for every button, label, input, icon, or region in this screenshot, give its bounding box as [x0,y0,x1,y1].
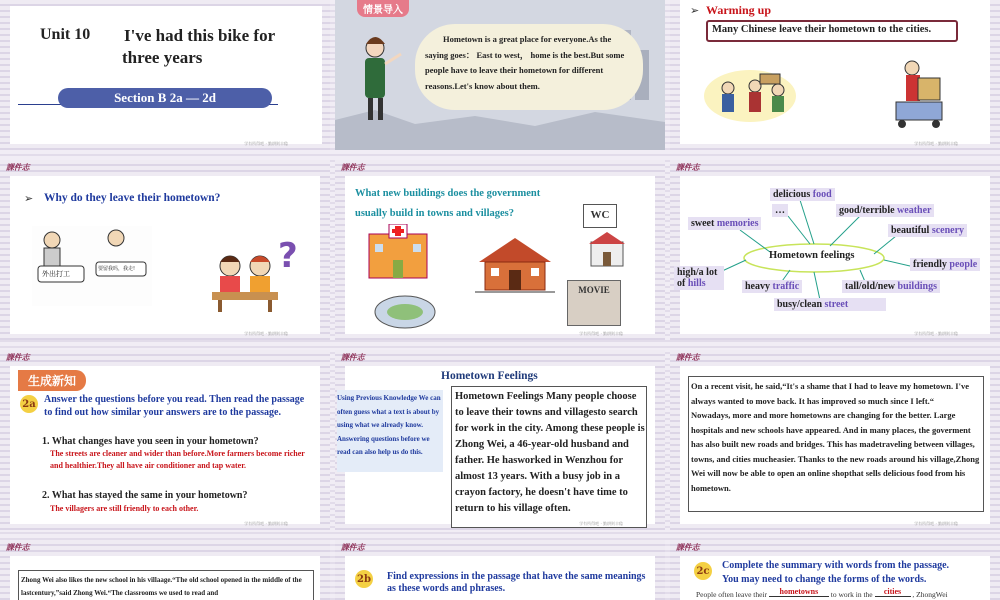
chip-people [910,258,980,271]
intro-tag: 情景导入 [357,0,409,17]
logo: 課件志 [6,353,30,362]
slide-4-why-leave[interactable] [0,160,330,340]
summary-blank-1[interactable] [769,587,829,597]
slide-7-questions[interactable] [0,350,330,530]
chip-street [774,298,886,311]
slide-3-footer: 学有所得吧 · 勤耕则丰稔 [914,141,958,146]
summary-text-a: People often leave their [696,590,768,599]
wc-label: WC [590,209,610,221]
movie-building [567,280,621,326]
chip-scenery [888,224,967,237]
logo: 課件志 [676,543,700,552]
section-pill: Section B 2a — 2d [58,88,272,108]
hospital-building-image [363,224,433,280]
slide-11-find-expressions[interactable] [335,540,665,600]
passage-text: Hometown Feelings Many people choose to leave their towns and villagesto search for work in the city. Among these people is Zhong Wei, a 46-year-old husband and father. He hasworked in Wenzhou for almost 13 years. With a busy job in a crayon factory, he doesn't have time to return to his village often. [455,391,645,514]
chip-buildings-adj: tall/old/new [845,281,898,292]
instructions-2b: Find expressions in the passage that have the same meanings as these words and phrases. [387,571,646,594]
unit-label: Unit 10 [40,26,91,43]
summary-line [696,587,948,600]
question-2: 2. What has stayed the same in your hometown? [42,490,248,501]
movie-label: MOVIE [578,285,610,295]
logo: 課件志 [676,163,700,172]
chip-hills [674,266,724,290]
chip-buildings-noun: buildings [897,281,937,292]
chip-scenery-adj: beautiful [891,225,932,236]
blank-1-answer: hometowns [779,587,819,596]
slide-4-footer: 学有所得吧 · 勤耕则丰稔 [244,331,288,336]
slide-6-hometown-feelings[interactable] [670,160,1000,340]
chip-buildings [842,280,940,293]
slide-2-intro[interactable] [335,0,665,150]
school-building-image [475,236,555,296]
logo: 課件志 [6,163,30,172]
chip-weather-noun: weather [897,205,932,216]
activity-2a-badge: 2a [20,395,38,413]
chip-food-adj: delicious [773,189,813,200]
chip-people-noun: people [949,259,978,270]
chip-weather [836,204,934,217]
slide-5-new-buildings[interactable] [335,160,665,340]
logo: 課件志 [341,163,365,172]
passage-text-3: Zhong Wei also likes the new school in his villaage.“The old school opened in the middle of the lastcentury,”said Zhong Wei.“The classrooms we used to read and [21,576,302,597]
chip-weather-adj: good/terrible [839,205,898,216]
slide-3-warming-up[interactable] [670,0,1000,150]
slide-9-footer: 学有所得吧 · 勤耕则丰稔 [914,521,958,526]
buildings-question: What new buildings does the government usually build in towns and villages? [355,188,541,219]
title-line-2: three years [122,48,203,67]
chip-memories-adj: sweet [691,218,717,229]
chip-traffic-adj: heavy [745,281,773,292]
traveler-luggage-image [882,54,962,134]
passage-text-2: On a recent visit, he said,“It's a shame that I had to leave my hometown. I've always wanted to move back. It has improved so much since I left.“ Nowadays, more and more hometowns are changing for the better. Large hospitals and new schools have appeared. And in many places, the goverment has also built new roads and bridges. This has madetraveling between villages, towns, and cities mucheasier. Thanks to the new roads around his village,Zhong Wei will now be able to open an online shopthat sells delicious food from his hometown. [691,381,980,493]
arrow-bullet-icon: ➢ [690,4,700,17]
chip-traffic-noun: traffic [772,281,800,292]
chip-people-adj: friendly [913,259,950,270]
question-marks-icon: ? [278,236,298,276]
chip-ellipsis [772,204,788,217]
slide-5-footer: 学有所得吧 · 勤耕则丰稔 [579,331,623,336]
slide-8-footer: 学有所得吧 · 勤耕则丰稔 [579,521,623,526]
section-tag: 生成新知 [18,370,86,391]
chip-ellipsis-text: … [775,205,785,216]
summary-text-b: to work in the [830,590,873,599]
logo: 課件志 [341,543,365,552]
toilet-building-image [587,232,627,268]
hometown-feelings-center: Hometown feelings [769,250,855,261]
warming-up-box: Many Chinese leave their hometown to the cities. [706,20,958,42]
slide-8-passage[interactable] [335,350,665,530]
blank-2-answer: cities [883,587,902,596]
warming-up-heading: Warming up [706,3,772,17]
summary-blank-2[interactable] [875,587,911,597]
slide-10-passage-cont[interactable] [0,540,330,600]
wc-sign [583,204,617,228]
answer-2: The villagers are still friendly to each other. [50,504,199,513]
logo: 課件志 [341,353,365,362]
activity-2b-badge: 2b [355,570,373,588]
previous-knowledge-text: Using Previous Knowledge We can often guess what a text is about by using what we already know. Answering questions before we read can also help us do this. [337,394,441,456]
slide-9-passage-cont[interactable] [670,350,1000,530]
chip-hills-noun: hills [687,278,706,289]
logo: 課件志 [6,543,30,552]
title-line-1: I've had this bike for [124,26,276,45]
why-question: Why do they leave their hometown? [44,192,221,204]
chip-street-noun: street [824,299,849,310]
logo: 課件志 [676,353,700,362]
slide-6-footer: 学有所得吧 · 勤耕则丰稔 [914,331,958,336]
question-1: 1. What changes have you seen in your hometown? [42,436,259,447]
arrow-bullet-icon: ➢ [24,192,34,205]
chip-street-adj: busy/clean [777,299,825,310]
chip-traffic [742,280,802,293]
stadium-image [373,288,437,330]
slide-1-title[interactable] [0,0,330,150]
slide-12-summary[interactable] [670,540,1000,600]
chip-hills-adj: high/a lot of [677,267,718,289]
intro-text: Hometown is a great place for everyone.As the saying goes： East to west， home is the best.But some people have to leave their hometown for different reasons.Let's know about them. [425,34,625,91]
chip-memories [688,217,761,230]
slide-1-footer: 学有所得吧 · 勤耕则丰稔 [244,141,288,146]
chip-memories-noun: memories [716,218,759,229]
chip-food [770,188,835,201]
instructions-2a: Answer the questions before you read. Then read the passage to find out how similar your answers are to the passage. [44,394,305,418]
passage-title: Hometown Feelings [441,370,538,382]
activity-2c-badge: 2c [694,562,712,580]
chip-food-noun: food [812,189,832,200]
sign-leaving: 要留我吗，我走! [98,266,136,272]
people-leaving-image [700,56,800,126]
summary-text-c: , ZhongWei [912,590,948,599]
chip-scenery-noun: scenery [931,225,965,236]
sign-work-away: 外出打工 [42,270,70,278]
slide-7-footer: 学有所得吧 · 勤耕则丰稔 [244,521,288,526]
instructions-2c: Complete the summary with words from the passage. You may need to change the forms of the words. [722,560,950,585]
answer-1: The streets are cleaner and wider than before.More farmers become richer and healthier.They all have air conditioner and tap water. [50,449,305,470]
